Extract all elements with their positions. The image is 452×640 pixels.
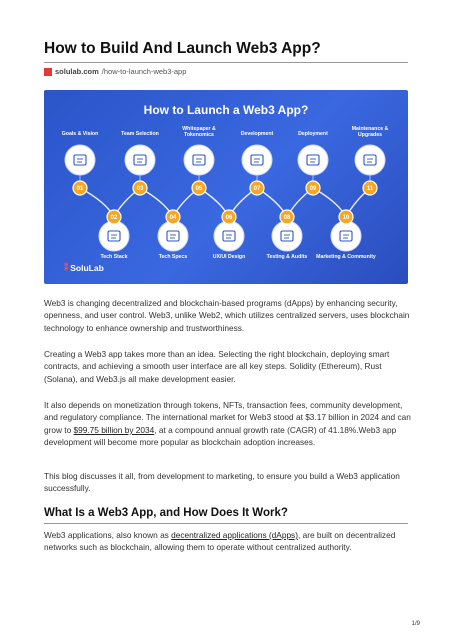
hero-title: How to Launch a Web3 App? (143, 103, 309, 117)
step-icon-circle (214, 221, 244, 251)
source-line (44, 67, 186, 76)
step-label: Tech Stack (100, 254, 128, 260)
paragraph-creating: Creating a Web3 app takes more than an idea. Selecting the right blockchain, deploying smart contracts, and achieving a smooth user interface are all key steps. Solidity (Ethereum), Rust (Solana), and Web3.js all make development easier. (44, 349, 390, 384)
step-label: Tech Specs (158, 254, 188, 260)
page-number: 1/9 (411, 621, 420, 627)
brand-name: SoluLab (70, 262, 104, 273)
hero-infographic (44, 90, 408, 284)
market-size-link[interactable]: $99.75 billion by 2034 (73, 424, 155, 435)
step-number: 08 (283, 215, 291, 222)
step-icon-circle (125, 145, 155, 175)
step-label: UX/UI Design (212, 254, 246, 260)
dapps-link[interactable]: decentralized applications (dApps) (171, 530, 298, 540)
step-icon-circle (99, 221, 129, 251)
paragraph-blog: This blog discusses it all, from development to marketing, to ensure you build a Web3 application successfully. (44, 471, 400, 494)
step-icon-circle (65, 145, 95, 175)
step-label: Deployment (298, 131, 328, 137)
solulab-logo (64, 262, 104, 273)
market-text-pre: It also depends on monetization through tokens, NFTs, transaction fees, community development, and regulatory compliance. The international market for Web3 stood at $3.17 billion in 2024 and can grow to (44, 400, 411, 435)
logo-mark-icon: ⁑ (64, 262, 69, 272)
step-number: 05 (195, 186, 203, 193)
paragraph-dapps (44, 529, 412, 554)
market-text-post: , at a compound annual growth rate (CAGR) of 41.18%.Web3 app development will become more popular as blockchain adoption increases. (44, 424, 397, 448)
step-label: Team Selection (121, 131, 159, 137)
step-number: 10 (342, 215, 350, 222)
page-title: How to Build And Launch Web3 App? (44, 40, 321, 57)
step-number: 06 (225, 215, 233, 222)
step-number: 09 (309, 186, 317, 193)
paragraph-intro: Web3 is changing decentralized and blockchain-based programs (dApps) by enhancing security, openness, and user control. Web3, unlike Web2, which utilizes centralized servers, uses blockchain technology to enhance ownership and trustworthiness. (44, 298, 410, 333)
step-label: Development (240, 131, 274, 137)
section-divider (44, 523, 408, 524)
section-heading: What Is a Web3 App, and How Does It Work? (44, 507, 288, 519)
solulab-favicon-icon (44, 68, 52, 76)
step-number: 11 (366, 186, 374, 193)
step-icon-circle (184, 145, 214, 175)
step-icon-circle (242, 145, 272, 175)
step-label: Maintenance & Upgrades (351, 126, 389, 138)
source-path[interactable]: /how-to-launch-web3-app (101, 67, 187, 76)
dapps-text-post: , are built on decentralized networks such as blockchain, allowing them to operate without centralized authority. (44, 530, 396, 553)
step-icon-circle (298, 145, 328, 175)
step-label: Testing & Audits (266, 254, 308, 260)
step-label: Whitepaper & Tokenomics (182, 126, 216, 138)
step-icon-circle (355, 145, 385, 175)
step-icon-circle (331, 221, 361, 251)
step-label: Goals & Vision (61, 131, 99, 137)
step-number: 01 (76, 186, 84, 193)
step-icon-circle (272, 221, 302, 251)
step-label: Marketing & Community (316, 254, 376, 260)
step-number: 02 (110, 215, 118, 222)
step-icon-circle (158, 221, 188, 251)
paragraph-market (44, 399, 412, 449)
step-number: 04 (169, 215, 177, 222)
title-divider (44, 62, 408, 63)
source-host[interactable]: solulab.com (55, 67, 99, 76)
step-number: 07 (253, 186, 261, 193)
dapps-text-pre: Web3 applications, also known as (44, 530, 172, 540)
step-number: 03 (136, 186, 144, 193)
